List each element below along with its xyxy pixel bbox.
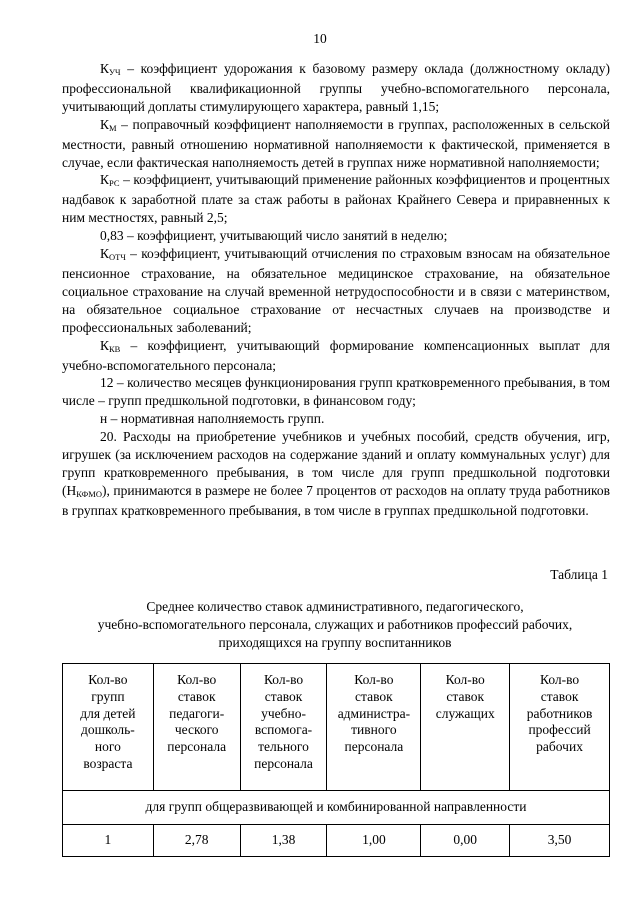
cell-pedagogical: 2,78 (153, 825, 240, 857)
table-title (60, 598, 610, 652)
paragraph-20: 20. Расходы на приобретение учебников и учебных пособий, средств обучения, игр, игрушек (за исключением расходов на содержание зданий и оплату коммунальных услуг) для групп кратковременного пребывания, в том числе для групп предшкольной подготовки $(Н_{КФМО})$, принимаются в размере не более 7 процентов от расходов на оплату труда работников в группах кратковременного пребывания, в том числе в группах предшкольной подготовки. (62, 429, 610, 518)
paragraph-k-m: $К_М$ – поправочный коэффициент наполняемости в группах, расположенных в сельской местности, равный отношению нормативной наполняемости к фактической, применяется в случае, если фактическая наполняемость детей в группах ниже нормативной наполняемости; (62, 116, 610, 170)
paragraph-083: 0,83 – коэффициент, учитывающий число занятий в неделю; (100, 228, 448, 244)
table-row (63, 825, 610, 857)
header-pedagogical-rates: Кол-во ставок педагоги- ческого персонала (153, 664, 240, 791)
header-groups-count: Кол-во групп для детей дошколь- ного возраста (63, 664, 154, 791)
table-title-line: приходящихся на группу воспитанников (218, 634, 452, 650)
cell-workers: 3,50 (510, 825, 610, 857)
table-label: Таблица 1 (550, 567, 608, 582)
header-support-staff-rates: Кол-во ставок учебно- вспомога- тельного персонала (240, 664, 327, 791)
cell-admin: 1,00 (327, 825, 421, 857)
section-label: для групп общеразвивающей и комбинированной направленности (63, 791, 610, 825)
cell-employees: 0,00 (421, 825, 510, 857)
paragraph-12: 12 – количество месяцев функционирования групп кратковременного пребывания, в том числе – групп предшкольной подготовки, в финансовом году; (62, 375, 610, 409)
table-header-row (63, 664, 610, 791)
paragraph-k-rs: $К_{РС}$ – коэффициент, учитывающий применение районных коэффициентов и процентных надбавок к заработной плате за стаж работы в районах Крайнего Севера и приравненных к ним местностях, равный 2,5; (62, 172, 610, 226)
paragraph-k-otch: $К_{ОТЧ}$ – коэффициент, учитывающий отчисления по страховым взносам на обязательное пенсионное страхование, на обязательное медицинское страхование, на обязательное социальное страхование на случай временной нетрудоспособности и в связи с материнством, на обязательное социальное страхование от несчастных случаев на производстве и профессиональных заболеваний; (62, 246, 610, 335)
cell-groups: 1 (63, 825, 154, 857)
staff-rates-table (62, 663, 610, 857)
paragraph-n: н – нормативная наполняемость групп. (100, 411, 325, 427)
table-title-line: Среднее количество ставок административного, педагогического, (146, 599, 524, 614)
cell-support: 1,38 (240, 825, 327, 857)
header-workers-rates: Кол-во ставок работников профессий рабочих (510, 664, 610, 791)
body-text (62, 60, 610, 520)
header-employee-rates: Кол-во ставок служащих (421, 664, 510, 791)
header-admin-rates: Кол-во ставок администра- тивного персонала (327, 664, 421, 791)
page-number: 10 (313, 31, 327, 46)
paragraph-k-uch: $К_{УЧ}$ – коэффициент удорожания к базовому размеру оклада (должностному окладу) профессиональной квалификационной группы учебно-вспомогательного персонала, учитывающий доплаты стимулирующего характера, равный 1,15; (62, 61, 610, 114)
table-title-line: учебно-вспомогательного персонала, служащих и работников профессий рабочих, (97, 616, 573, 632)
table-section-row (63, 791, 610, 825)
paragraph-k-kv: $К_{КВ}$ – коэффициент, учитывающий формирование компенсационных выплат для учебно-вспомогательного персонала; (62, 337, 610, 373)
